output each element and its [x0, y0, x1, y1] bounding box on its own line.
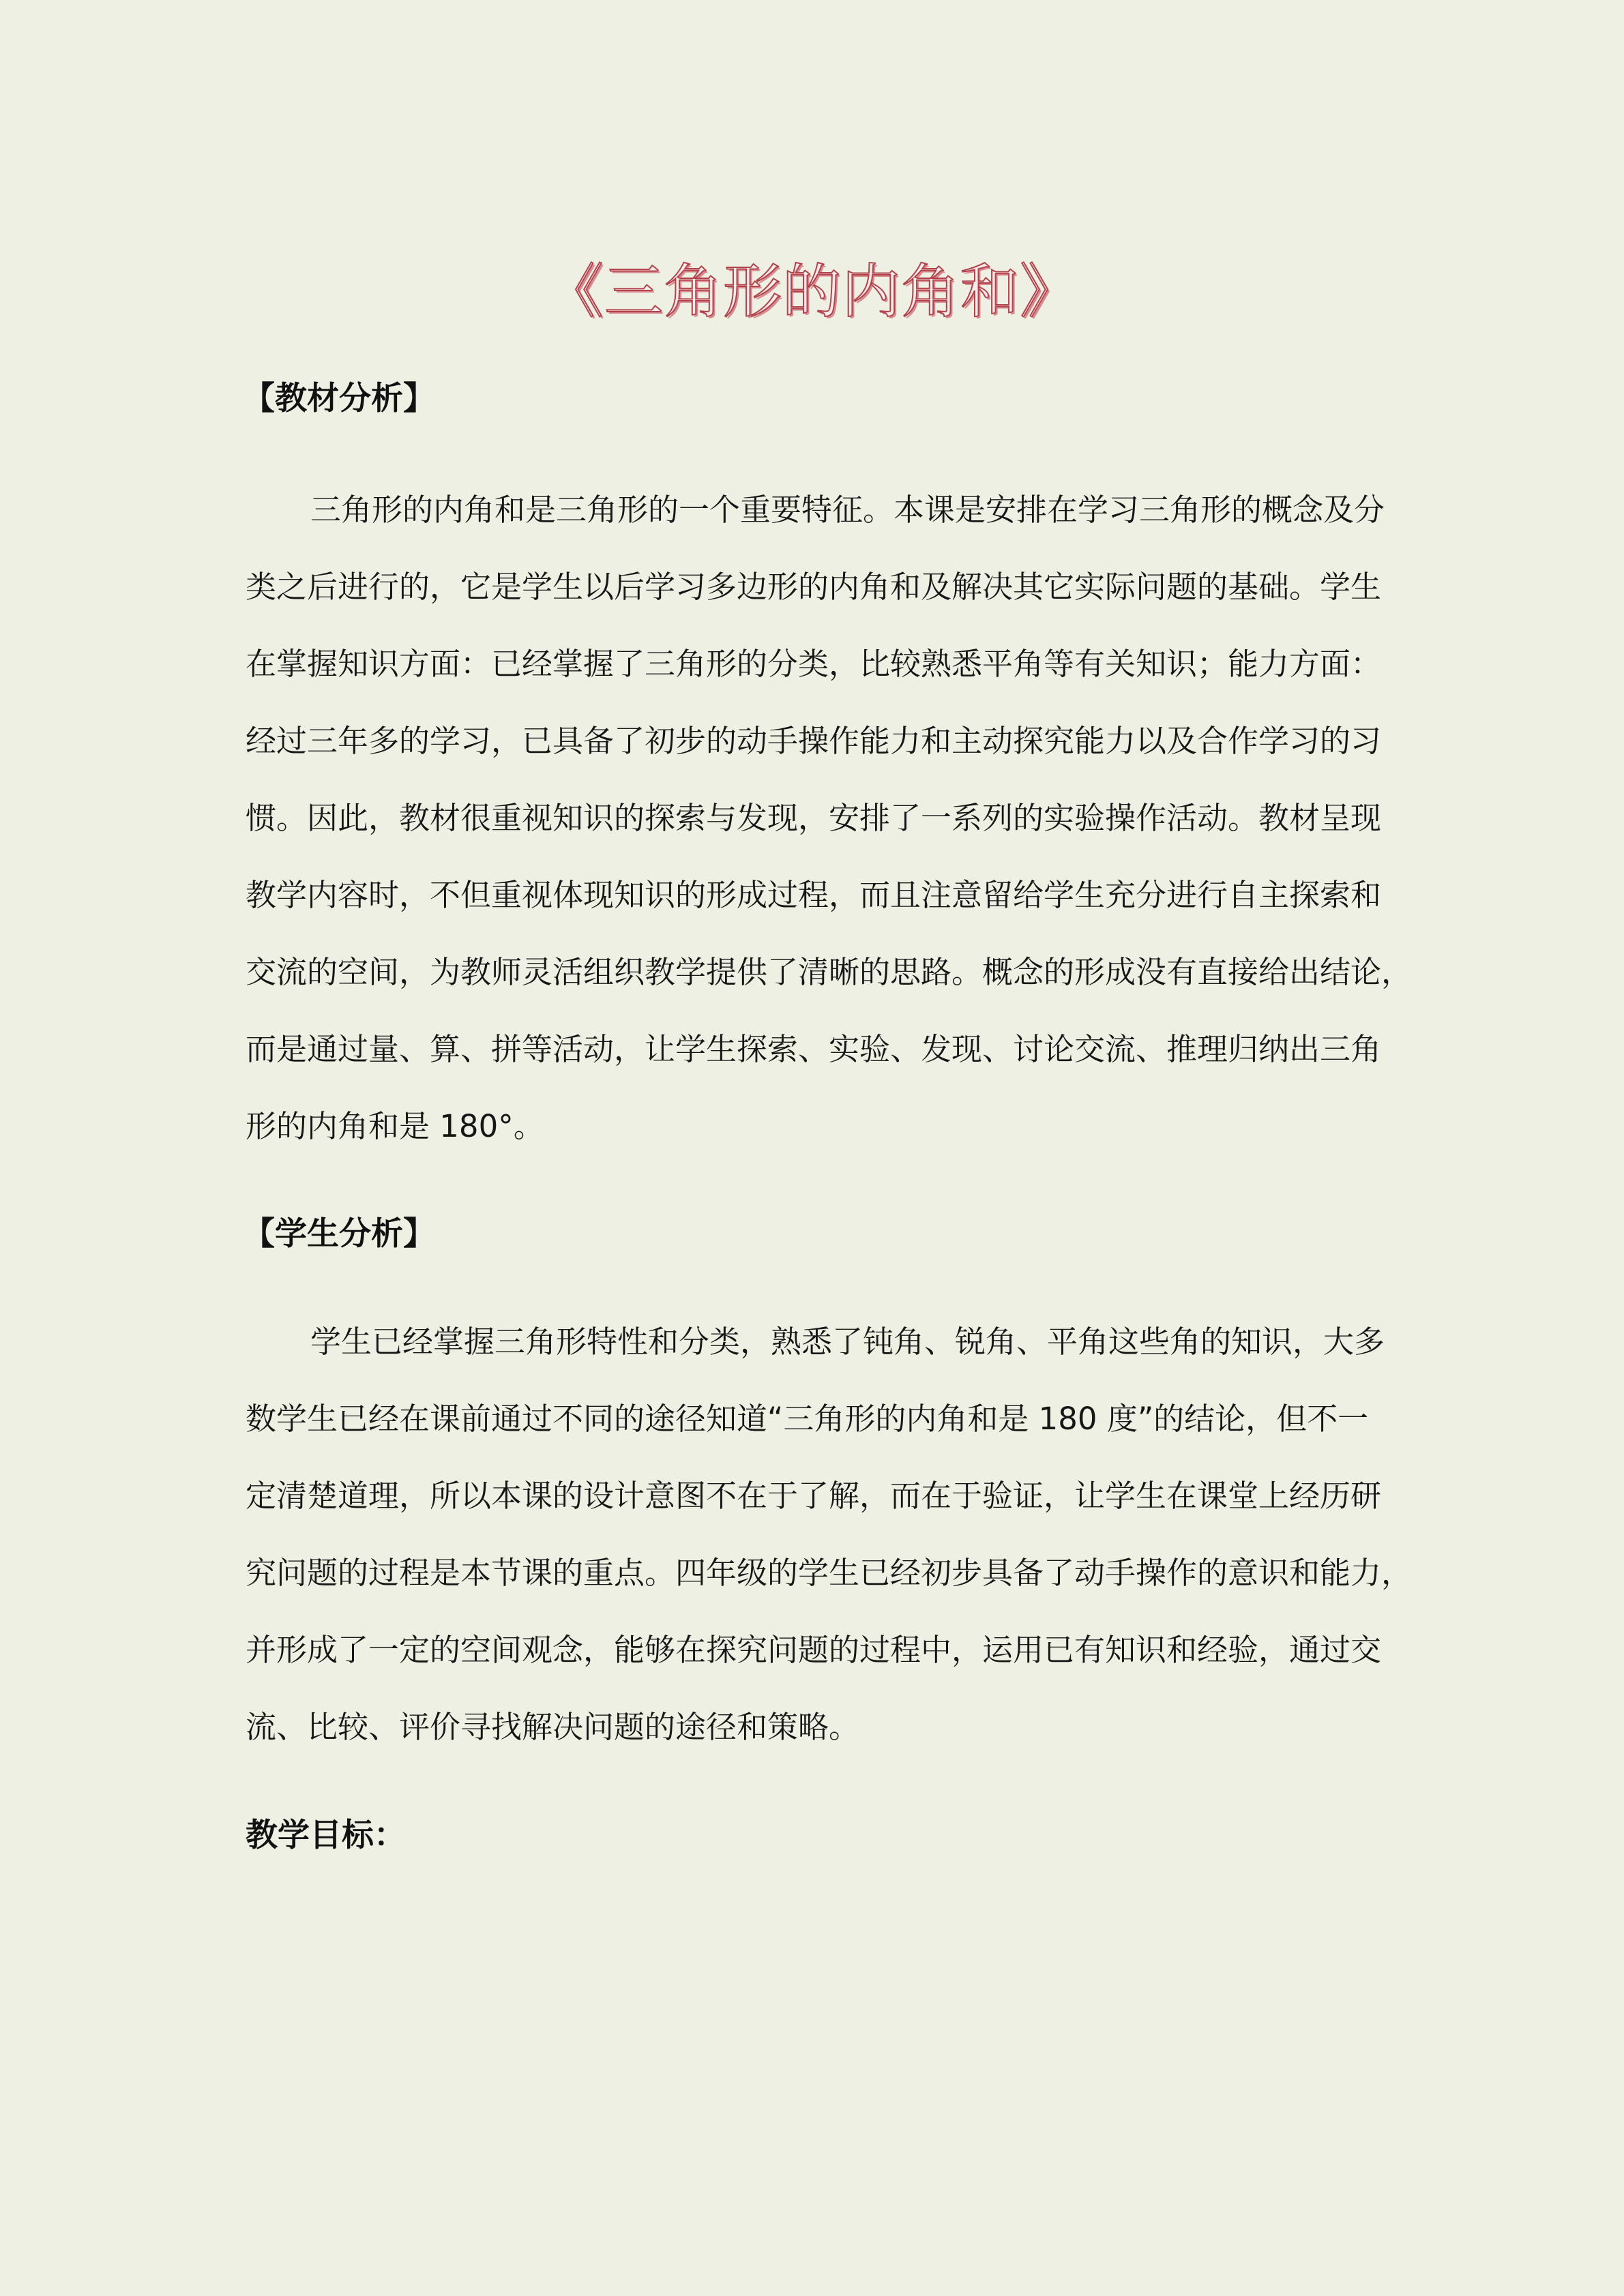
paragraph-line: 在掌握知识方面：已经掌握了三角形的分类，比较熟悉平角等有关知识；能力方面：: [246, 646, 1382, 682]
paragraph-line: 而是通过量、算、拼等活动，让学生探索、实验、发现、讨论交流、推理归纳出三角: [246, 1031, 1382, 1067]
paragraph-line: 流、比较、评价寻找解决问题的途径和策略。: [246, 1709, 860, 1745]
paragraph-student-analysis: [246, 1303, 1413, 1765]
paragraph-line: 学生已经掌握三角形特性和分类，熟悉了钝角、锐角、平角这些角的知识，大多: [310, 1324, 1385, 1360]
paragraph-line: 并形成了一定的空间观念，能够在探究问题的过程中，运用已有知识和经验，通过交: [246, 1632, 1382, 1668]
document-title: 《三角形的内角和》: [545, 258, 1079, 326]
paragraph-textbook-analysis: [246, 471, 1413, 1165]
paragraph-line: 定清楚道理，所以本课的设计意图不在于了解，而在于验证，让学生在课堂上经历研: [246, 1478, 1382, 1514]
paragraph-line: 数学生已经在课前通过不同的途径知道“三角形的内角和是 180 度”的结论，但不一: [246, 1401, 1369, 1437]
section-heading-teaching-goals: 教学目标：: [246, 1817, 406, 1854]
section-heading-textbook-analysis: 【教材分析】: [243, 380, 435, 417]
paragraph-line: 交流的空间，为教师灵活组织教学提供了清晰的思路。概念的形成没有直接给出结论，: [246, 954, 1413, 990]
paragraph-line: 教学内容时，不但重视体现知识的形成过程，而且注意留给学生充分进行自主探索和: [246, 877, 1382, 913]
paragraph-line: 形的内角和是 180°。: [246, 1108, 544, 1144]
paragraph-line: 惯。因此，教材很重视知识的探索与发现，安排了一系列的实验操作活动。教材呈现: [246, 800, 1382, 836]
paragraph-line: 三角形的内角和是三角形的一个重要特征。本课是安排在学习三角形的概念及分: [310, 492, 1385, 528]
section-heading-student-analysis: 【学生分析】: [243, 1215, 435, 1253]
paragraph-line: 究问题的过程是本节课的重点。四年级的学生已经初步具备了动手操作的意识和能力，: [246, 1555, 1413, 1591]
paragraph-line: 经过三年多的学习，已具备了初步的动手操作能力和主动探究能力以及合作学习的习: [246, 723, 1382, 759]
paragraph-line: 类之后进行的，它是学生以后学习多边形的内角和及解决其它实际问题的基础。学生: [246, 569, 1382, 605]
